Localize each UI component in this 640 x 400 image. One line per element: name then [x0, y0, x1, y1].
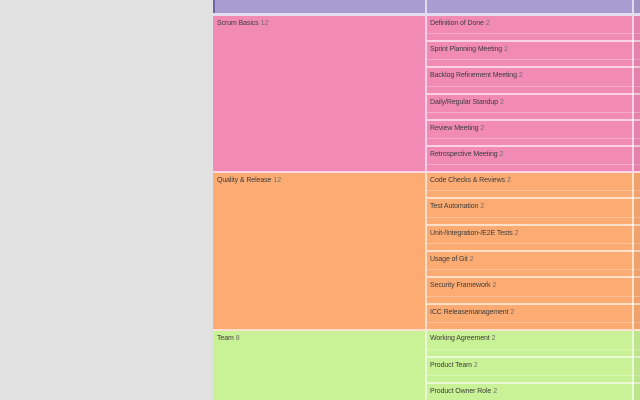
board-sections	[213, 16, 640, 400]
category-label: Team	[217, 335, 234, 342]
item-label: Product Owner Role	[430, 388, 492, 396]
item-label: ICC Releasemanagement	[430, 308, 509, 316]
item-label: Definition of Done	[430, 20, 484, 27]
item-label-line	[427, 42, 640, 54]
category-count: 8	[235, 335, 240, 342]
item-label: Daily/Regular Standup	[430, 98, 498, 106]
category-label: Scrum Basics	[217, 20, 259, 27]
column-divider	[425, 331, 427, 400]
item-row-quality-release-5[interactable]	[427, 303, 640, 329]
item-count: 2	[504, 46, 508, 54]
category-cell-quality-release[interactable]	[213, 173, 425, 329]
item-label-line	[427, 16, 640, 28]
board-header-strip	[213, 0, 640, 16]
item-label: Sprint Planning Meeting	[430, 46, 503, 54]
column-divider	[425, 173, 427, 329]
item-row-quality-release-3[interactable]	[427, 250, 640, 276]
item-label: Backlog Refinement Meeting	[430, 72, 517, 80]
item-count: 2	[506, 177, 511, 184]
item-label: Code Checks & Reviews	[430, 177, 505, 184]
column-divider	[425, 16, 427, 171]
item-count: 2	[473, 361, 478, 369]
item-count: 2	[469, 255, 474, 263]
item-count: 2	[499, 98, 504, 106]
item-label-line	[427, 358, 640, 370]
category-count: 12	[273, 177, 282, 184]
item-row-quality-release-1[interactable]	[427, 197, 640, 223]
item-row-scrum-basics-2[interactable]	[427, 66, 640, 92]
board-pane	[213, 0, 640, 400]
item-row-scrum-basics-5[interactable]	[427, 145, 640, 171]
item-count: 2	[514, 229, 519, 237]
item-label: Security Framework	[430, 282, 491, 290]
item-label-line	[427, 278, 640, 290]
item-row-scrum-basics-1[interactable]	[427, 40, 640, 66]
item-rows	[427, 331, 640, 400]
section-team	[213, 331, 640, 400]
item-label-line	[427, 252, 640, 264]
item-label-line	[427, 121, 640, 133]
item-count: 2	[491, 335, 496, 342]
item-label-line	[427, 226, 640, 238]
item-label: Unit-/Integration-/E2E Tests	[430, 229, 513, 237]
item-label: Working Agreement	[430, 335, 490, 342]
category-cell-team[interactable]	[213, 331, 425, 400]
item-label-line	[427, 173, 640, 185]
item-row-scrum-basics-3[interactable]	[427, 93, 640, 119]
item-rows	[427, 173, 640, 329]
item-label: Review Meeting	[430, 124, 479, 132]
cutoff-column-shade	[634, 331, 640, 400]
item-count: 2	[493, 388, 498, 396]
item-row-quality-release-4[interactable]	[427, 276, 640, 302]
item-label-line	[427, 331, 640, 343]
item-row-team-1[interactable]	[427, 356, 640, 383]
item-label-line	[427, 384, 640, 396]
cutoff-column-shade	[634, 0, 640, 13]
cutoff-column-shade	[634, 16, 640, 171]
item-row-team-0[interactable]	[427, 331, 640, 356]
cutoff-column-shade	[634, 173, 640, 329]
item-label-line	[427, 95, 640, 107]
item-count: 2	[510, 308, 515, 316]
item-row-team-2[interactable]	[427, 382, 640, 400]
category-count: 12	[260, 20, 269, 27]
item-count: 2	[518, 72, 523, 80]
item-count: 2	[499, 150, 504, 158]
item-count: 2	[480, 124, 485, 132]
item-label: Retrospective Meeting	[430, 150, 498, 158]
item-label-line	[427, 199, 640, 211]
category-cell-scrum-basics[interactable]	[213, 16, 425, 171]
item-label: Product Team	[430, 361, 472, 369]
item-count: 2	[492, 282, 497, 290]
section-quality-release	[213, 173, 640, 331]
item-row-scrum-basics-0[interactable]	[427, 16, 640, 40]
section-scrum-basics	[213, 16, 640, 173]
item-label: Usage of Git	[430, 255, 468, 263]
category-label: Quality & Release	[217, 177, 272, 184]
item-count: 2	[485, 20, 490, 27]
item-label-line	[427, 305, 640, 317]
item-label-line	[427, 68, 640, 80]
item-count: 2	[480, 203, 485, 211]
item-label: Test Automation	[430, 203, 479, 211]
item-rows	[427, 16, 640, 171]
item-row-quality-release-2[interactable]	[427, 224, 640, 250]
item-row-quality-release-0[interactable]	[427, 173, 640, 197]
header-scroll-notch	[213, 0, 215, 13]
item-label-line	[427, 147, 640, 159]
column-divider	[425, 0, 427, 13]
item-row-scrum-basics-4[interactable]	[427, 119, 640, 145]
